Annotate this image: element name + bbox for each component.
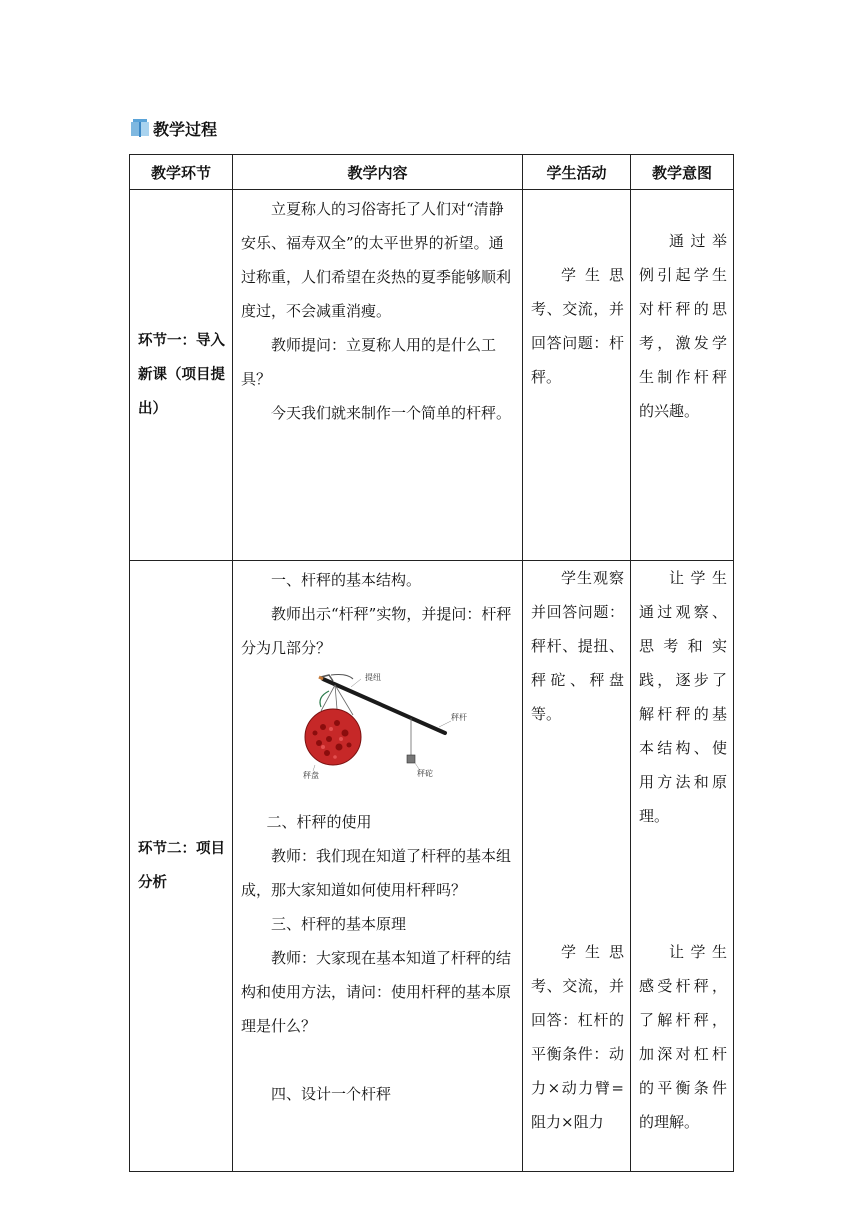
content-cell: [233, 561, 523, 1172]
stage-cell: 环节一：导入新课（项目提出）: [130, 190, 233, 561]
header-content: 教学内容: [233, 155, 523, 190]
table-row: [130, 561, 734, 1172]
content-paragraph: 今天我们就来制作一个简单的杆秤。: [271, 404, 512, 422]
lesson-table: [129, 154, 734, 1172]
activity-text: 学生观察并回答问题：秤杆、提扭、秤砣、秤盘等。: [531, 569, 624, 723]
content-paragraph: 立夏称人的习俗寄托了人们对“清静安乐、福寿双全”的太平世界的祈望。通过称重，人们希望在炎热的夏季能够顺利度过，不会减重消瘦。: [241, 200, 512, 320]
book-icon: [130, 118, 150, 138]
label-gan: 秤杆: [451, 713, 467, 722]
activity-cell: [523, 190, 631, 561]
activity-text: 学生思考、交流，并回答问题：杆秤。: [531, 266, 624, 386]
content-paragraph: 四、设计一个杆秤: [271, 1085, 392, 1103]
content-paragraph: 三、杆秤的基本原理: [271, 915, 407, 933]
header-stage: 教学环节: [130, 155, 233, 190]
section-title: 教学过程: [153, 119, 218, 139]
intent-text: 让学生通过观察、思考和实践，逐步了解杆秤的基本结构、使用方法和原理。: [639, 569, 727, 825]
intent-text: 让学生感受杆秤，了解杆秤，加深对杠杆的平衡条件的理解。: [639, 943, 727, 1131]
content-paragraph: 二、杆秤的使用: [266, 813, 372, 831]
label-tuo: 秤砣: [417, 769, 433, 778]
intent-cell: [631, 190, 734, 561]
content-cell: [233, 190, 523, 561]
activity-text: 学生思考、交流，并回答：杠杆的平衡条件：动力×动力臂=阻力×阻力: [531, 943, 624, 1131]
section-heading: [130, 116, 217, 140]
content-paragraph: 教师提问：立夏称人用的是什么工具？: [241, 336, 497, 388]
activity-cell: [523, 561, 631, 1172]
content-paragraph: 教师：大家现在基本知道了杆秤的结构和使用方法，请问：使用杆秤的基本原理是什么？: [241, 949, 512, 1035]
intent-cell: [631, 561, 734, 1172]
header-intent: 教学意图: [631, 155, 734, 190]
steelyard-figure: [293, 671, 493, 783]
table-header-row: [130, 155, 734, 190]
content-paragraph: 教师出示“杆秤”实物，并提问：杆秤分为几部分？: [241, 605, 512, 657]
stage-cell: 环节二：项目分析: [130, 561, 233, 1172]
label-tiniu: 提纽: [365, 673, 381, 682]
label-pan: 秤盘: [303, 771, 319, 780]
header-activity: 学生活动: [523, 155, 631, 190]
table-row: [130, 190, 734, 561]
steelyard-image: [293, 671, 493, 783]
content-paragraph: 教师：我们现在知道了杆秤的基本组成，那大家知道如何使用杆秤吗？: [241, 847, 512, 899]
intent-text: 通过举例引起学生对杆秤的思考，激发学生制作杆秤的兴趣。: [639, 232, 727, 420]
content-paragraph: 一、杆秤的基本结构。: [271, 571, 422, 589]
